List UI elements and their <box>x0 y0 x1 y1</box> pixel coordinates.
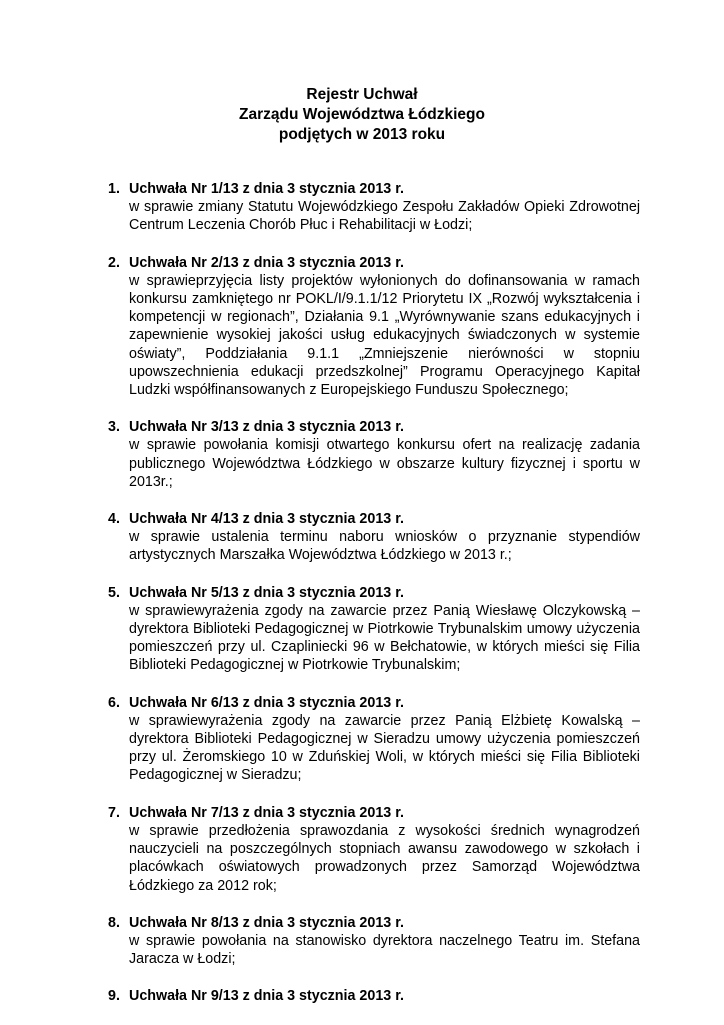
resolution-list <box>108 180 640 1025</box>
item-description: w sprawie zmiany Statutu Wojewódzkiego Zespołu Zakładów Opieki Zdrowotnej Centrum Leczenia Chorób Płuc i Rehabilitacji w Łodzi; <box>129 199 640 234</box>
item-title: Uchwała Nr 2/13 z dnia 3 stycznia 2013 r. <box>129 254 404 271</box>
list-item <box>108 914 640 969</box>
item-number: 7. <box>108 804 120 821</box>
item-description: w sprawie przedłożenia sprawozdania z wysokości średnich wynagrodzeń nauczycieli na poszczególnych stopniach awansu zawodowego w szkołach i placówkach oświatowych prowadzonych przez Samorząd Województwa Łódzkiego za 2012 rok; <box>129 822 640 894</box>
item-description: w sprawiewyrażenia zgody na zawarcie przez Panią Wiesławę Olczykowską – dyrektora Biblioteki Pedagogicznej w Piotrkowie Trybunalskim umowy użyczenia pomieszczeń przy ul. Czapliniecki 96 w Bełchatowie, w których mieści się Filia Biblioteki Pedagogicznej w Piotrkowie Trybunalskim; <box>129 602 640 674</box>
item-title: Uchwała Nr 3/13 z dnia 3 stycznia 2013 r. <box>129 419 404 436</box>
item-description: w sprawieprzyjęcia listy projektów wyłonionych do dofinansowania w ramach konkursu zamkniętego nr POKL/I/9.1.1/12 Priorytetu IX „Rozwój wykształcenia i kompetencji w regionach”, Działania 9.1 „Wyrównywanie szans edukacyjnych i zapewnienie wysokiej jakości usług edukacyjnych świadczonych w systemie oświaty”, Poddziałania 9.1.1 „Zmniejszenie nierówności w stopniu upowszechnienia edukacji przedszkolnej” Programu Operacyjnego Kapitał Ludzki współfinansowanych z Europejskiego Funduszu Społecznego; <box>129 272 640 399</box>
item-description: w sprawie powołania komisji otwartego konkursu ofert na realizację zadania publicznego Województwa Łódzkiego w obszarze kultury fizycznej i sportu w 2013r.; <box>129 437 640 490</box>
item-number: 5. <box>108 584 120 601</box>
list-item <box>108 584 640 675</box>
list-item <box>108 180 640 235</box>
item-description: w sprawie ustalenia terminu naboru wniosków o przyznanie stypendiów artystycznych Marszałka Województwa Łódzkiego w 2013 r.; <box>129 529 640 564</box>
header-line-2: Zarządu Województwa Łódzkiego <box>238 106 485 123</box>
item-number: 1. <box>108 181 120 197</box>
item-title: Uchwała Nr 5/13 z dnia 3 stycznia 2013 r. <box>129 584 404 601</box>
item-description: w sprawie powołania na stanowisko dyrektora naczelnego Teatru im. Stefana Jaracza w Łodzi; <box>129 932 640 968</box>
list-item <box>108 987 640 1005</box>
header-line-1: Rejestr Uchwał <box>306 86 418 103</box>
item-description: w sprawiewyrażenia zgody na zawarcie przez Panią Elżbietę Kowalską – dyrektora Biblioteki Pedagogicznej w Sieradzu umowy użyczenia pomieszczeń przy ul. Żeromskiego 10 w Zduńskiej Woli, w których mieści się Filia Biblioteki Pedagogicznej w Sieradzu; <box>129 712 640 784</box>
header-line-3: podjętych w 2013 roku <box>278 126 446 143</box>
item-number: 2. <box>108 254 120 271</box>
item-number: 6. <box>108 694 120 711</box>
item-number: 8. <box>108 914 120 931</box>
list-item <box>108 254 640 400</box>
list-item <box>108 510 640 565</box>
item-title: Uchwała Nr 8/13 z dnia 3 stycznia 2013 r. <box>129 914 404 931</box>
list-item <box>108 804 640 895</box>
item-title: Uchwała Nr 6/13 z dnia 3 stycznia 2013 r. <box>129 694 404 711</box>
item-title: Uchwała Nr 9/13 z dnia 3 stycznia 2013 r. <box>129 988 404 1005</box>
list-item <box>108 694 640 785</box>
item-number: 4. <box>108 511 120 528</box>
item-number: 3. <box>108 419 120 436</box>
item-title: Uchwała Nr 7/13 z dnia 3 stycznia 2013 r. <box>129 804 404 821</box>
item-title: Uchwała Nr 4/13 z dnia 3 stycznia 2013 r. <box>129 511 404 528</box>
item-title: Uchwała Nr 1/13 z dnia 3 stycznia 2013 r. <box>129 181 404 197</box>
item-number: 9. <box>108 988 120 1005</box>
document-header <box>0 85 724 145</box>
list-item <box>108 418 640 491</box>
